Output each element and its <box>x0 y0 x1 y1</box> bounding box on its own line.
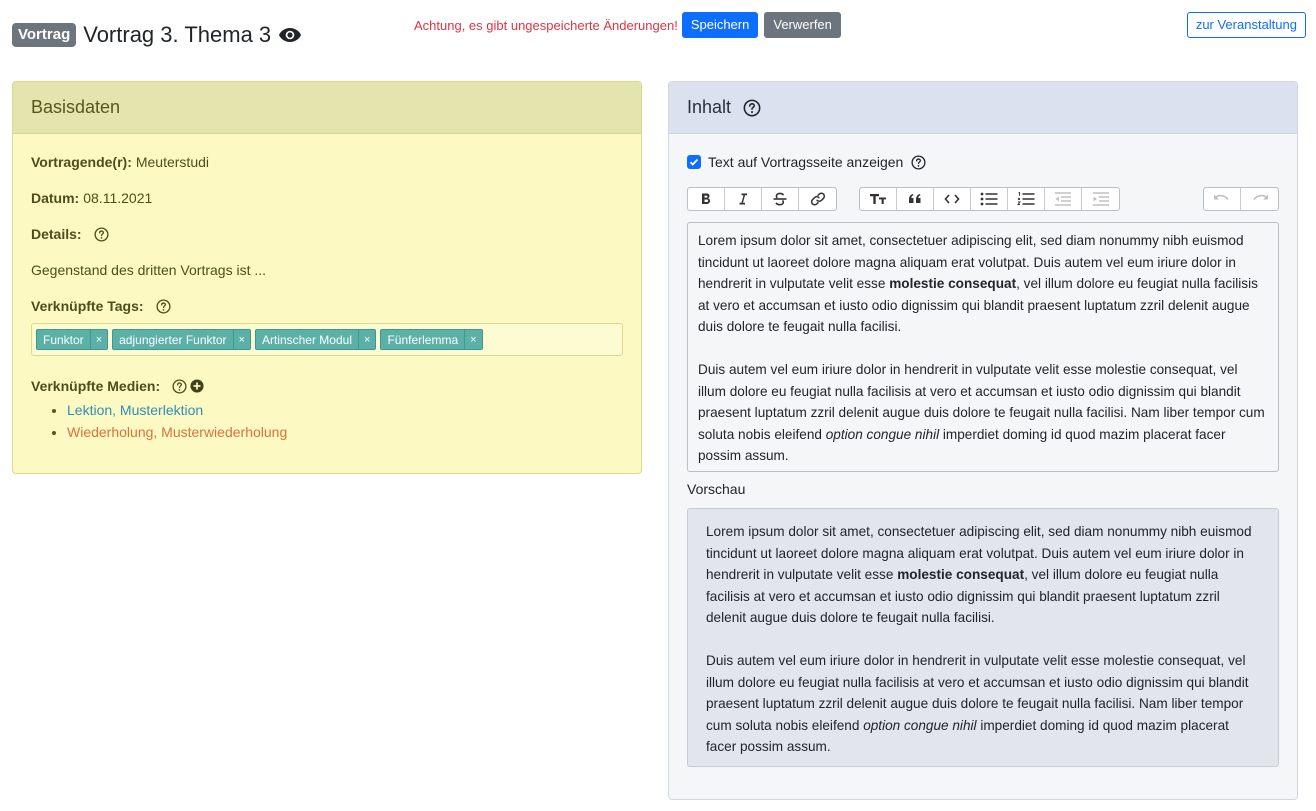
toolbar-group-history <box>1203 187 1279 211</box>
editor-paragraph <box>698 359 1268 467</box>
add-media-icon[interactable] <box>190 379 204 393</box>
content-card <box>668 81 1298 800</box>
show-text-label[interactable]: Text auf Vortragsseite anzeigen <box>708 154 904 170</box>
preview-label: Vorschau <box>687 481 746 497</box>
bullet-list-icon[interactable] <box>971 188 1008 210</box>
page-title: Vortrag 3. Thema 3 <box>83 22 272 47</box>
undo-icon[interactable] <box>1204 188 1241 210</box>
unsaved-warning: Achtung, es gibt ungespeicherte Änderungen! <box>414 17 678 33</box>
bold-text: molestie consequat <box>897 567 1025 582</box>
tag-label: Fünferlemma <box>387 332 459 347</box>
basis-card <box>12 81 642 474</box>
quote-icon[interactable] <box>897 188 934 210</box>
text-run: , vel illum dolore eu feugiat nulla facilisis at vero et accumsan et iusto odio dignissim qui blandit praesent luptatum zzril delenit augue duis dolore te feugait nulla facilisi. <box>698 276 1258 334</box>
outdent-icon[interactable] <box>1045 188 1082 210</box>
heading-icon[interactable] <box>860 188 897 210</box>
text-run: Duis autem vel eum iriure dolor in hendrerit in vulputate velit esse molestie consequat, vel illum dolore eu feugiat nulla facilisis at vero et accumsan et iusto odio dignissim qui blandit praesent luptatum zzril delenit augue duis dolore te feugait nulla facilisi. Nam liber tempor cum soluta nobis eleifend <box>706 653 1249 733</box>
type-badge: Vortrag <box>12 23 76 47</box>
tag-chip <box>112 329 251 350</box>
tags-input[interactable] <box>31 323 623 356</box>
media-row <box>31 378 204 394</box>
italic-text: option congue nihil <box>863 717 977 733</box>
content-card-header <box>669 82 1297 134</box>
text-run: , vel illum dolore eu feugiat nulla facilisis at vero et accumsan et iusto odio dignissim qui blandit praesent luptatum zzril delenit augue duis dolore te feugait nulla facilisi. <box>706 567 1220 625</box>
preview-paragraph <box>706 521 1260 629</box>
bold-icon[interactable] <box>688 188 725 210</box>
basis-card-title: Basisdaten <box>31 97 121 117</box>
discard-button[interactable]: Verwerfen <box>764 12 841 38</box>
tag-chip <box>380 329 482 350</box>
tag-label: Funktor <box>43 332 84 347</box>
tag-label: adjungierter Funktor <box>119 332 227 347</box>
block-toolbar <box>859 187 1120 211</box>
tag-remove-icon[interactable]: × <box>90 330 107 349</box>
content-editor[interactable] <box>687 222 1279 472</box>
text-run: Lorem ipsum dolor sit amet, consectetuer adipiscing elit, sed diam nonummy nibh euismod tincidunt ut laoreet dolore magna aliquam erat volutpat. Duis autem vel eum iriure dolor in hendrerit in vulputate velit esse <box>706 524 1252 582</box>
details-help-icon[interactable] <box>94 227 109 242</box>
date-value: 08.11.2021 <box>83 190 153 206</box>
media-link[interactable]: Wiederholung, Musterwiederholung <box>67 424 288 440</box>
text-run: imperdiet doming id quod mazim placerat facer possim assum. <box>698 426 1226 463</box>
toolbar-group-text <box>687 187 837 211</box>
media-link[interactable]: Lektion, Musterlektion <box>67 402 204 418</box>
show-text-help-icon[interactable] <box>911 155 926 170</box>
details-text-value: Gegenstand des dritten Vortrags ist ... <box>31 262 267 278</box>
list-item <box>67 421 287 443</box>
text-run: Duis autem vel eum iriure dolor in hendrerit in vulputate velit esse molestie consequat, vel illum dolore eu feugiat nulla facilisis at vero et accumsan et iusto odio dignissim qui blandit praesent luptatum zzril delenit augue duis dolore te feugait nulla facilisi. Nam liber tempor cum soluta nobis eleifend <box>698 362 1265 442</box>
save-button[interactable]: Speichern <box>682 12 759 38</box>
basis-card-header <box>13 82 641 134</box>
redo-icon[interactable] <box>1241 188 1278 210</box>
unsaved-bar <box>414 12 841 38</box>
speaker-value: Meuterstudi <box>135 154 210 170</box>
history-toolbar <box>1203 187 1279 211</box>
content-help-icon[interactable] <box>743 99 761 117</box>
tags-help-icon[interactable] <box>156 299 171 314</box>
indent-icon[interactable] <box>1082 188 1119 210</box>
media-help-icon[interactable] <box>172 379 187 394</box>
text-run: imperdiet doming id quod mazim placerat facer possim assum. <box>706 717 1229 754</box>
date-row <box>31 190 152 206</box>
speaker-label: Vortragende(r): <box>31 154 132 170</box>
strikethrough-icon[interactable] <box>762 188 799 210</box>
back-to-event-button[interactable]: zur Veranstaltung <box>1187 12 1306 38</box>
list-item <box>67 399 287 421</box>
tag-label: Artinscher Modul <box>261 332 352 347</box>
details-label: Details: <box>31 226 82 242</box>
tag-remove-icon[interactable]: × <box>358 330 375 349</box>
format-toolbar <box>687 187 837 211</box>
content-preview <box>687 508 1279 767</box>
code-icon[interactable] <box>934 188 971 210</box>
tags-label: Verknüpfte Tags: <box>31 298 144 314</box>
show-text-row <box>687 154 926 170</box>
details-row <box>31 226 109 242</box>
editor-paragraph <box>698 230 1268 338</box>
preview-paragraph <box>706 650 1260 758</box>
tag-remove-icon[interactable]: × <box>233 330 250 349</box>
content-card-title: Inhalt <box>687 97 732 117</box>
date-label: Datum: <box>31 190 80 206</box>
speaker-row <box>31 154 209 170</box>
italic-icon[interactable] <box>725 188 762 210</box>
tag-chip <box>255 329 376 350</box>
page-header <box>12 22 302 48</box>
details-text <box>31 262 266 278</box>
italic-text: option congue nihil <box>825 426 940 442</box>
numbered-list-icon[interactable] <box>1008 188 1045 210</box>
tags-row <box>31 298 171 314</box>
text-run: Lorem ipsum dolor sit amet, consectetuer adipiscing elit, sed diam nonummy nibh euismod tincidunt ut laoreet dolore magna aliquam erat volutpat. Duis autem vel eum iriure dolor in hendrerit in vulputate velit esse <box>698 233 1244 291</box>
show-text-checkbox[interactable] <box>687 155 701 169</box>
tag-chip <box>36 329 108 350</box>
toolbar-group-block <box>859 187 1120 211</box>
bold-text: molestie consequat <box>889 276 1017 291</box>
eye-icon[interactable] <box>278 27 302 43</box>
link-icon[interactable] <box>799 188 836 210</box>
media-list <box>49 399 287 443</box>
media-label: Verknüpfte Medien: <box>31 378 161 394</box>
tag-remove-icon[interactable]: × <box>464 330 481 349</box>
